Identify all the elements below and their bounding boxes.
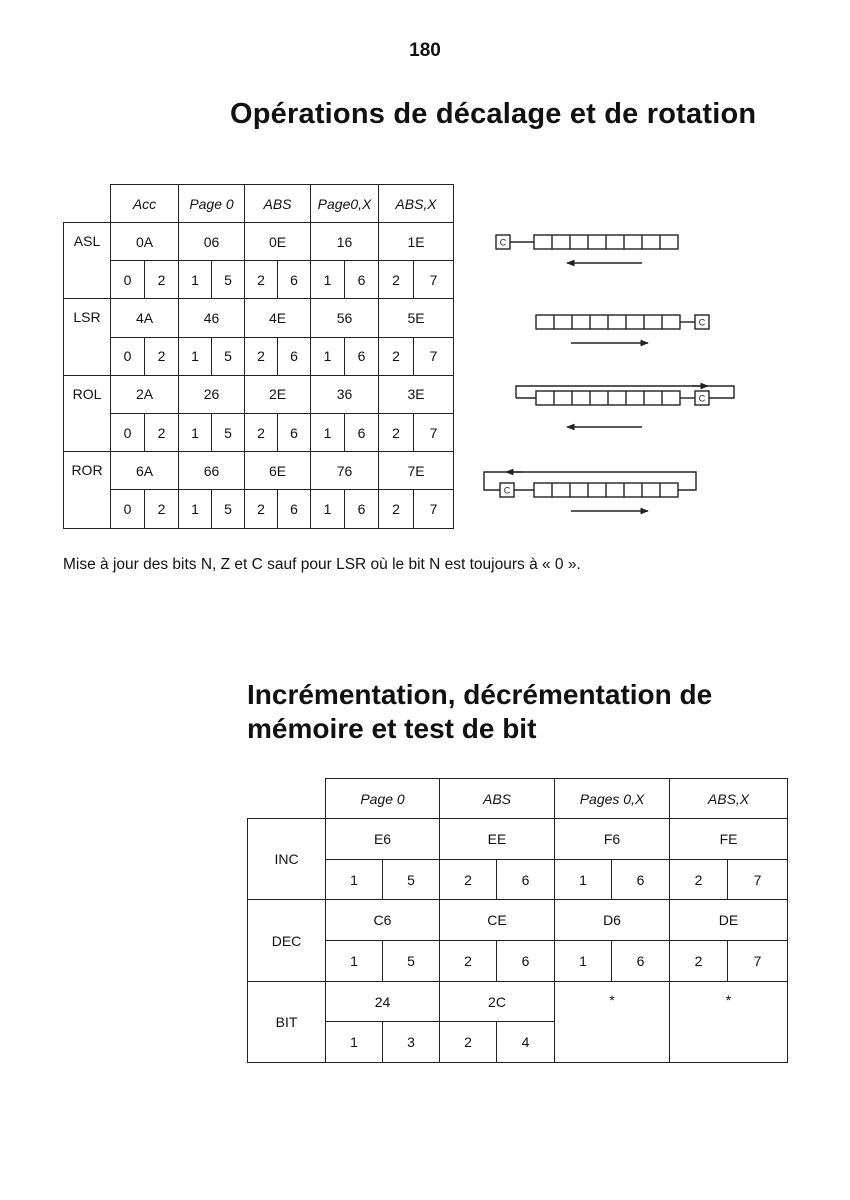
timing-row <box>64 261 454 299</box>
bit-dividers <box>552 483 660 497</box>
carry-label: C <box>503 485 511 496</box>
mnemonic-cell: ASL <box>64 223 111 299</box>
unavailable-cell: * <box>670 981 788 1062</box>
cycles-cell: 6 <box>345 490 379 528</box>
opcode-cell: 36 <box>311 375 379 413</box>
header-cell: ABS,X <box>379 185 454 223</box>
opcode-cell: DE <box>670 900 788 941</box>
cycles-cell: 6 <box>278 413 311 451</box>
cycles-cell: 5 <box>212 490 245 528</box>
opcode-cell: 06 <box>179 223 245 261</box>
bit-dividers <box>554 315 662 329</box>
cycles-cell: 6 <box>497 941 555 982</box>
cycles-cell: 5 <box>212 413 245 451</box>
opcode-cell: 56 <box>311 299 379 337</box>
table-row <box>248 900 788 941</box>
bytes-cell: 1 <box>179 337 212 375</box>
table-row <box>248 819 788 860</box>
bytes-cell: 0 <box>111 337 145 375</box>
cycles-cell: 5 <box>212 337 245 375</box>
section-title-shift-rotate: Opérations de décalage et de rotation <box>230 98 757 130</box>
inc-dec-bit-opcode-table <box>247 778 788 1063</box>
shift-rotate-opcode-table <box>63 184 454 529</box>
bytes-cell: 1 <box>179 261 212 299</box>
opcode-cell: 6A <box>111 452 179 490</box>
cycles-cell: 2 <box>145 490 179 528</box>
lsr-diagram <box>536 315 709 343</box>
bytes-cell: 2 <box>245 337 278 375</box>
opcode-cell: 7E <box>379 452 454 490</box>
table-row <box>64 452 454 490</box>
cycles-cell: 3 <box>383 1022 440 1063</box>
bytes-cell: 1 <box>326 941 383 982</box>
carry-label: C <box>698 393 706 404</box>
bytes-cell: 1 <box>311 490 345 528</box>
cycles-cell: 5 <box>383 859 440 900</box>
bytes-cell: 2 <box>379 490 414 528</box>
bytes-cell: 1 <box>311 337 345 375</box>
opcode-cell: 1E <box>379 223 454 261</box>
cycles-cell: 6 <box>612 941 670 982</box>
bytes-cell: 2 <box>245 490 278 528</box>
bytes-cell: 2 <box>245 413 278 451</box>
mnemonic-cell: ROL <box>64 375 111 451</box>
table-row <box>64 223 454 261</box>
cycles-cell: 7 <box>414 413 454 451</box>
bytes-cell: 2 <box>245 261 278 299</box>
header-cell: ABS <box>245 185 311 223</box>
opcode-cell: 26 <box>179 375 245 413</box>
opcode-cell: 46 <box>179 299 245 337</box>
opcode-cell: CE <box>440 900 555 941</box>
bytes-cell: 2 <box>379 413 414 451</box>
opcode-cell: 24 <box>326 981 440 1022</box>
header-cell: ABS <box>440 779 555 819</box>
bytes-cell: 1 <box>179 490 212 528</box>
cycles-cell: 6 <box>278 261 311 299</box>
cycles-cell: 7 <box>414 490 454 528</box>
title-line: mémoire et test de bit <box>247 713 537 744</box>
shift-rotate-diagrams <box>470 184 750 529</box>
opcode-cell: 4A <box>111 299 179 337</box>
bytes-cell: 0 <box>111 490 145 528</box>
bytes-cell: 1 <box>326 1022 383 1063</box>
opcode-cell: 2C <box>440 981 555 1022</box>
cycles-cell: 6 <box>278 490 311 528</box>
timing-row <box>64 490 454 528</box>
ror-diagram <box>484 472 696 511</box>
bytes-cell: 2 <box>440 941 497 982</box>
opcode-cell: 3E <box>379 375 454 413</box>
cycles-cell: 6 <box>345 261 379 299</box>
cycles-cell: 2 <box>145 413 179 451</box>
bytes-cell: 2 <box>379 337 414 375</box>
mnemonic-cell: ROR <box>64 452 111 528</box>
opcode-cell: D6 <box>555 900 670 941</box>
bit-dividers <box>552 235 660 249</box>
cycles-cell: 7 <box>414 261 454 299</box>
carry-label: C <box>499 237 507 248</box>
opcode-cell: F6 <box>555 819 670 860</box>
cycles-cell: 4 <box>497 1022 555 1063</box>
bytes-cell: 1 <box>311 261 345 299</box>
cycles-cell: 2 <box>145 337 179 375</box>
timing-row <box>248 941 788 982</box>
bytes-cell: 2 <box>670 941 728 982</box>
opcode-cell: 2A <box>111 375 179 413</box>
rotate-loop <box>484 472 696 490</box>
cycles-cell: 7 <box>728 859 788 900</box>
cycles-cell: 6 <box>612 859 670 900</box>
cycles-cell: 6 <box>278 337 311 375</box>
mnemonic-cell: LSR <box>64 299 111 375</box>
bytes-cell: 2 <box>440 1022 497 1063</box>
carry-label: C <box>698 317 706 328</box>
bytes-cell: 1 <box>179 413 212 451</box>
mnemonic-cell: INC <box>248 819 326 900</box>
cycles-cell: 6 <box>345 337 379 375</box>
table-row <box>64 299 454 337</box>
table-row <box>64 375 454 413</box>
timing-row <box>248 859 788 900</box>
cycles-cell: 7 <box>414 337 454 375</box>
opcode-cell: 0E <box>245 223 311 261</box>
opcode-cell: 2E <box>245 375 311 413</box>
header-cell: ABS,X <box>670 779 788 819</box>
header-cell: Page 0 <box>179 185 245 223</box>
section-title-inc-dec-bit <box>247 678 712 746</box>
bytes-cell: 1 <box>311 413 345 451</box>
opcode-cell: EE <box>440 819 555 860</box>
bytes-cell: 0 <box>111 261 145 299</box>
header-cell: Acc <box>111 185 179 223</box>
unavailable-cell: * <box>555 981 670 1062</box>
bit-dividers <box>554 391 662 405</box>
rol-diagram <box>516 386 734 427</box>
cycles-cell: 5 <box>212 261 245 299</box>
timing-row <box>64 413 454 451</box>
opcode-cell: C6 <box>326 900 440 941</box>
flags-note: Mise à jour des bits N, Z et C sauf pour LSR où le bit N est toujours à « 0 ». <box>63 556 581 573</box>
cycles-cell: 6 <box>345 413 379 451</box>
table-header-row <box>64 185 454 223</box>
mnemonic-cell: DEC <box>248 900 326 981</box>
table-header-row <box>248 779 788 819</box>
opcode-cell: E6 <box>326 819 440 860</box>
cycles-cell: 7 <box>728 941 788 982</box>
bytes-cell: 1 <box>555 941 612 982</box>
opcode-cell: FE <box>670 819 788 860</box>
timing-row <box>64 337 454 375</box>
mnemonic-cell: BIT <box>248 981 326 1062</box>
bytes-cell: 2 <box>379 261 414 299</box>
header-cell: Pages 0,X <box>555 779 670 819</box>
table-row <box>248 981 788 1022</box>
header-cell: Page 0 <box>326 779 440 819</box>
title-line: Incrémentation, décrémentation de <box>247 679 713 710</box>
opcode-cell: 5E <box>379 299 454 337</box>
opcode-cell: 66 <box>179 452 245 490</box>
opcode-cell: 76 <box>311 452 379 490</box>
bytes-cell: 1 <box>326 859 383 900</box>
opcode-cell: 6E <box>245 452 311 490</box>
opcode-cell: 4E <box>245 299 311 337</box>
bytes-cell: 0 <box>111 413 145 451</box>
cycles-cell: 6 <box>497 859 555 900</box>
cycles-cell: 5 <box>383 941 440 982</box>
bytes-cell: 2 <box>670 859 728 900</box>
bytes-cell: 2 <box>440 859 497 900</box>
bytes-cell: 1 <box>555 859 612 900</box>
asl-diagram <box>496 235 678 263</box>
opcode-cell: 16 <box>311 223 379 261</box>
cycles-cell: 2 <box>145 261 179 299</box>
opcode-cell: 0A <box>111 223 179 261</box>
header-cell: Page0,X <box>311 185 379 223</box>
page-number: 180 <box>409 40 441 61</box>
